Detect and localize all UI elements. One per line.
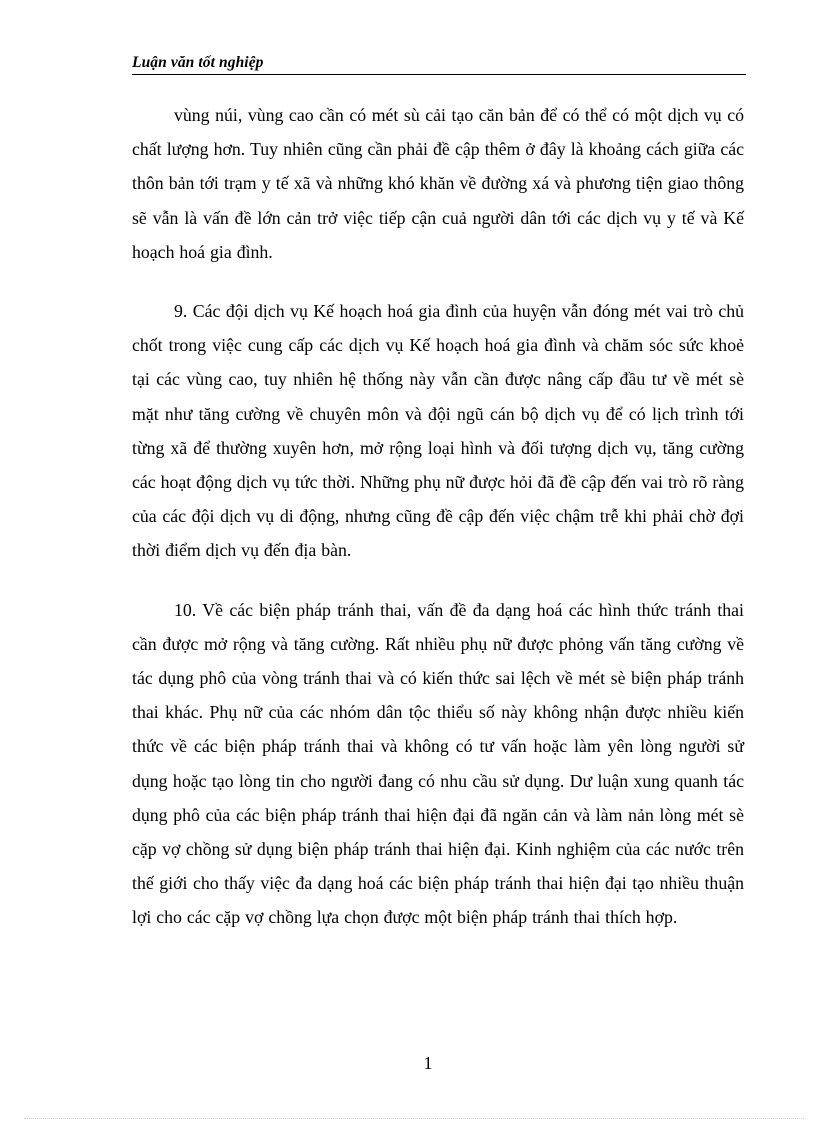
footer-divider [24, 1118, 804, 1119]
document-body [132, 98, 744, 935]
page-header [132, 52, 746, 75]
document-title: Luận văn tốt nghiệp [132, 54, 264, 71]
paragraph-item-10: 10. Về các biện pháp tránh thai, vấn đề đa dạng hoá các hình thức tránh thai cần được mở rộng và tăng cường. Rất nhiều phụ nữ được phỏng vấn tăng cường về tác dụng phô của vòng tránh thai và có kiến thức sai lệch về mét sè biện pháp tránh thai khác. Phụ nữ của các nhóm dân tộc thiểu số này không nhận được nhiều kiến thức về các biện pháp tránh thai và không có tư vấn hoặc làm yên lòng người sử dụng hoặc tạo lòng tin cho người đang có nhu cầu sử dụng. Dư luận xung quanh tác dụng phô của các biện pháp tránh thai hiện đại đã ngăn cản và làm nản lòng mét sè cặp vợ chồng sử dụng biện pháp tránh thai hiện đại. Kinh nghiệm của các nước trên thế giới cho thấy việc đa dạng hoá các biện pháp tránh thai hiện đại tạo nhiều thuận lợi cho các cặp vợ chồng lựa chọn được một biện pháp tránh thai thích hợp. [132, 599, 744, 928]
paragraph-continuation: vùng núi, vùng cao cần có mét sù cải tạo căn bản để có thể có một dịch vụ có chất lượng hơn. Tuy nhiên cũng cần phải đề cập thêm ở đây là khoảng cách giữa các thôn bản tới trạm y tế xã và những khó khăn về đường xá và phương tiện giao thông sẽ vẫn là vấn đề lớn cản trở việc tiếp cận cuả người dân tới các dịch vụ y tế và Kế hoạch hoá gia đình. [132, 105, 744, 262]
paragraph-item-9: 9. Các đội dịch vụ Kế hoạch hoá gia đình của huyện vẫn đóng mét vai trò chủ chốt trong việc cung cấp các dịch vụ Kế hoạch hoá gia đình và chăm sóc sức khoẻ tại các vùng cao, tuy nhiên hệ thống này vẫn cần được nâng cấp đầu tư về mét sè mặt như tăng cường về chuyên môn và đội ngũ cán bộ dịch vụ để có lịch trình tới từng xã để thường xuyên hơn, mở rộng loại hình và đối tượng dịch vụ, tăng cường các hoạt động dịch vụ tức thời. Những phụ nữ được hỏi đã đề cập đến vai trò rõ ràng của các đội dịch vụ di động, nhưng cũng đề cập đến việc chậm trễ khi phải chờ đợi thời điểm dịch vụ đến địa bàn. [132, 301, 744, 561]
page-number: 1 [423, 1053, 433, 1073]
